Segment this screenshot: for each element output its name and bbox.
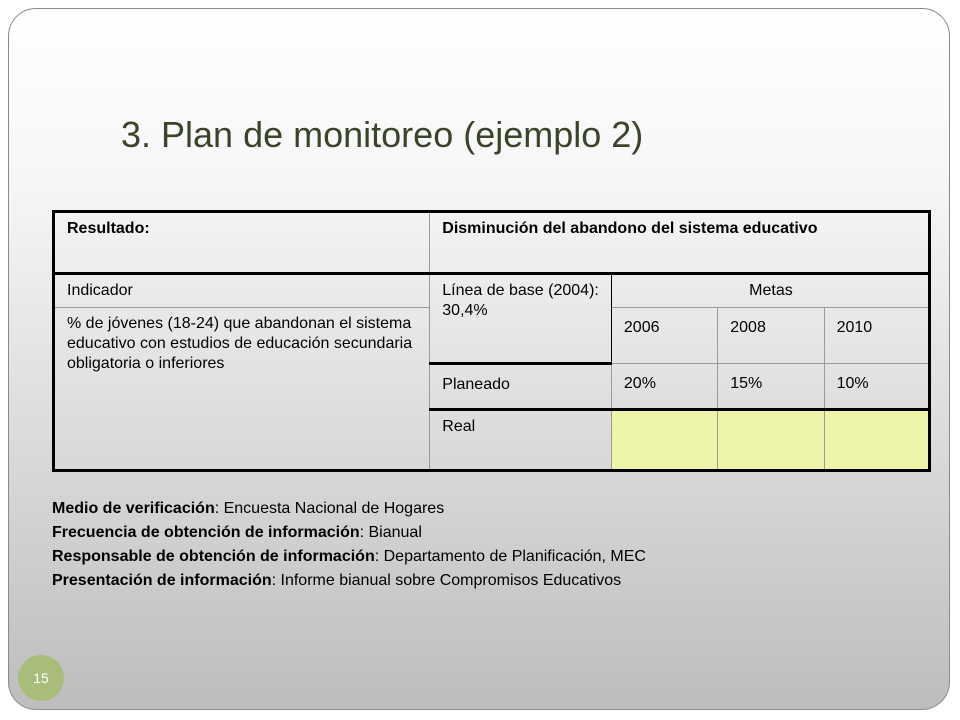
linea-base-cell xyxy=(430,274,612,364)
real-label-cell xyxy=(430,410,612,471)
indicador-label: Indicador xyxy=(67,282,133,299)
info-label: Presentación de información xyxy=(52,572,272,589)
page-number-badge xyxy=(18,655,64,701)
info-line-medio xyxy=(52,497,646,521)
real-value-cell-2006 xyxy=(611,410,717,471)
resultado-label-cell xyxy=(54,212,430,274)
info-label: Responsable de obtención de información xyxy=(52,548,375,565)
indicador-text: % de jóvenes (18-24) que abandonan el sistema educativo con estudios de educación secundaria obligatoria o inferiores xyxy=(67,315,413,372)
metas-cell xyxy=(611,274,929,308)
resultado-label: Resultado: xyxy=(67,220,150,237)
slide-title: 3. Plan de monitoreo (ejemplo 2) xyxy=(121,114,644,155)
planeado-value-cell xyxy=(611,364,717,410)
resultado-value-cell xyxy=(430,212,930,274)
slide xyxy=(8,8,950,710)
planeado-value-cell xyxy=(824,364,929,410)
info-line-frecuencia xyxy=(52,521,646,545)
resultado-value: Disminución del abandono del sistema educativo xyxy=(442,220,818,237)
metas-label: Metas xyxy=(749,282,793,299)
indicador-label-cell xyxy=(54,274,430,308)
real-value-cell-2008 xyxy=(718,410,824,471)
planeado-label-cell xyxy=(430,364,612,410)
info-block xyxy=(52,497,646,593)
info-value: : Informe bianual sobre Compromisos Educativos xyxy=(271,572,622,589)
monitoring-table xyxy=(52,210,931,472)
info-label: Frecuencia de obtención de información xyxy=(52,524,360,541)
planeado-label: Planeado xyxy=(442,376,510,393)
real-value-cell-2010 xyxy=(824,410,929,471)
info-value: : Departamento de Planificación, MEC xyxy=(374,548,646,565)
planeado-2006: 20% xyxy=(623,375,656,392)
table-row xyxy=(54,274,930,308)
year-2010: 2010 xyxy=(836,319,873,336)
year-2006: 2006 xyxy=(623,319,660,336)
year-2008: 2008 xyxy=(730,319,766,336)
planeado-2010: 10% xyxy=(836,375,869,392)
year-cell xyxy=(824,308,929,364)
planeado-2008: 15% xyxy=(730,375,763,392)
year-cell xyxy=(718,308,824,364)
info-value: : Bianual xyxy=(359,524,422,541)
info-value: : Encuesta Nacional de Hogares xyxy=(214,500,445,517)
info-line-presentacion xyxy=(52,569,646,593)
linea-base: Línea de base (2004): 30,4% xyxy=(442,282,599,319)
table-row xyxy=(54,212,930,274)
real-label: Real xyxy=(442,418,476,435)
indicador-text-cell xyxy=(54,308,430,471)
planeado-value-cell xyxy=(718,364,824,410)
info-line-responsable xyxy=(52,545,646,569)
page-number: 15 xyxy=(33,670,49,686)
year-cell xyxy=(611,308,717,364)
info-label: Medio de verificación xyxy=(52,500,215,517)
